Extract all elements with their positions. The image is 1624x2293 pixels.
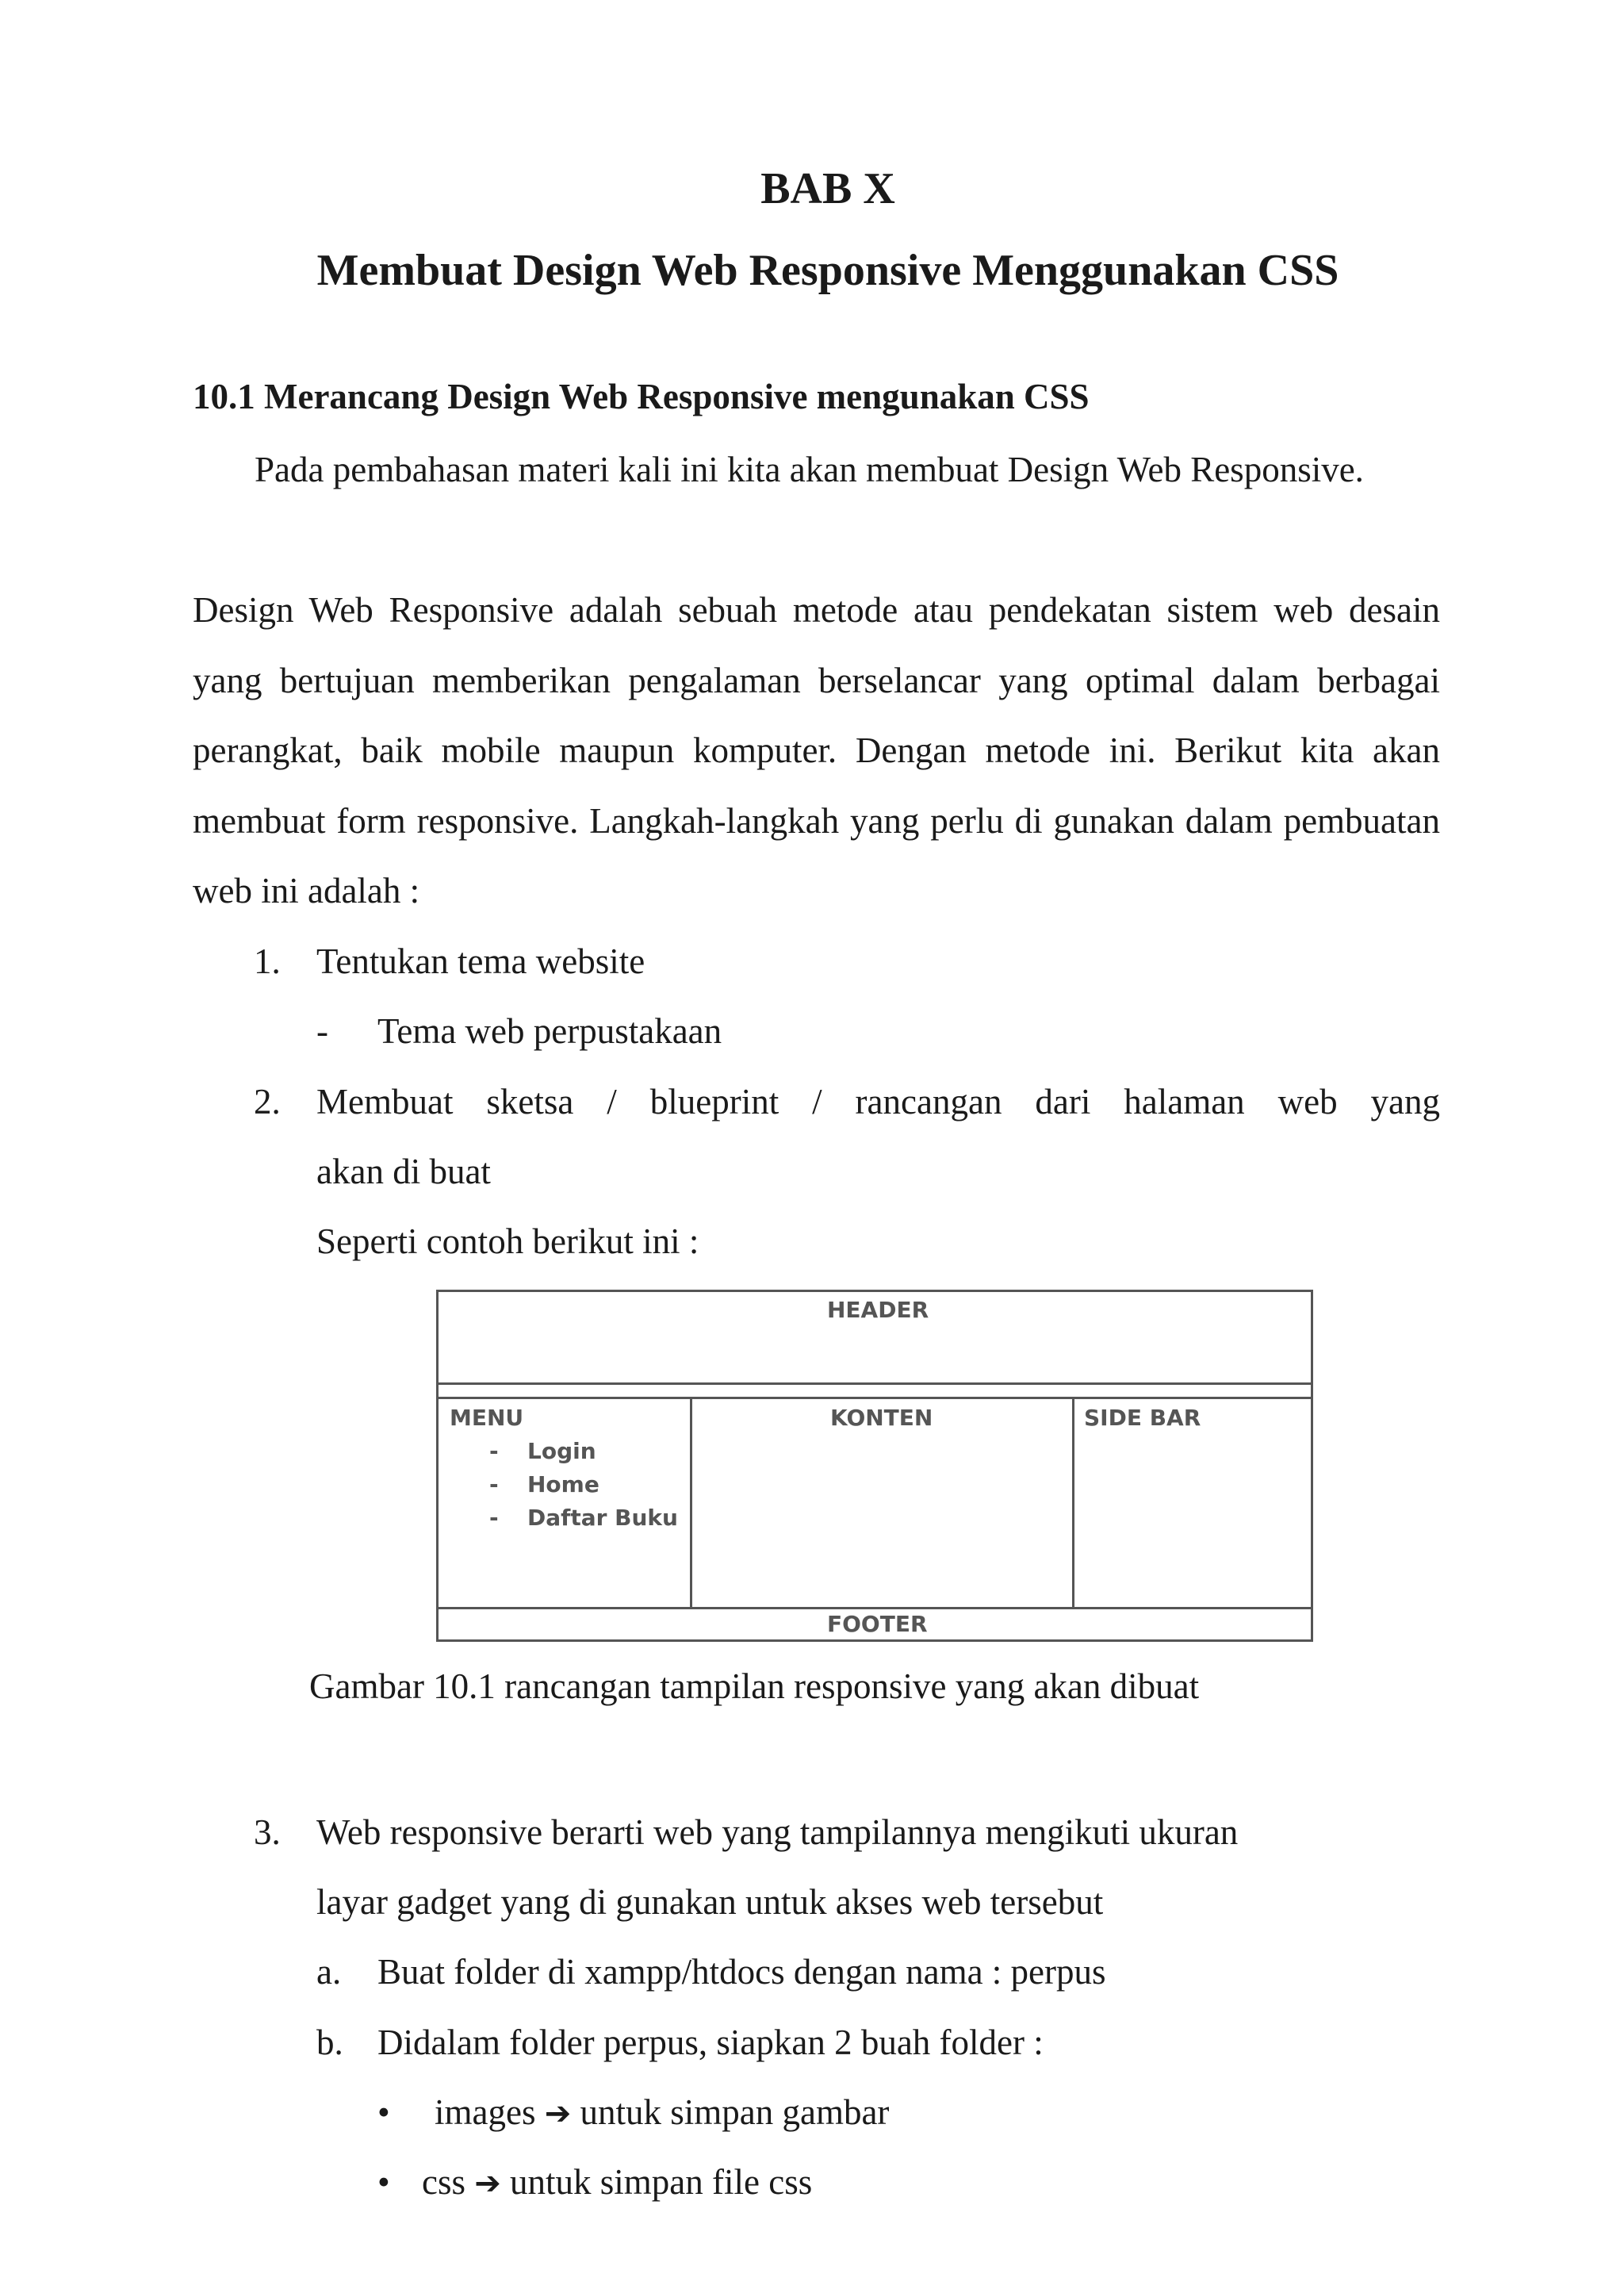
menu-item-home: Home (527, 1471, 599, 1497)
step-1-sub-marker: - (316, 1011, 328, 1051)
bullet-images-line (435, 2088, 889, 2138)
menu-item-daftar-buku: Daftar Buku (527, 1505, 678, 1531)
blueprint-sidebar-label: SIDE BAR (1084, 1405, 1201, 1431)
blueprint-header-label: HEADER (827, 1297, 929, 1323)
step-2-example: Seperti contoh berikut ini : (316, 1221, 699, 1261)
step-2-number: 2. (254, 1082, 281, 1122)
step-3-line-2: layar gadget yang di gunakan untuk akses web tersebut (316, 1882, 1104, 1922)
step-2-line-2: akan di buat (316, 1152, 491, 1191)
blueprint-content-label: KONTEN (830, 1405, 933, 1431)
blueprint-menu-divider (690, 1397, 692, 1607)
bullet-marker: • (377, 2092, 390, 2132)
intro-paragraph: Pada pembahasan materi kali ini kita akan membuat Design Web Responsive. (255, 450, 1364, 489)
blueprint-menu-label: MENU (450, 1405, 524, 1431)
definition-paragraph: Design Web Responsive adalah sebuah metode atau pendekatan sistem web desain yang bertujuan memberikan pengalaman berselancar yang optimal dalam berbagai perangkat, baik mobile maupun komputer. Dengan metode ini. Berikut kita akan membuat form responsive. Langkah-langkah yang perlu di gunakan dalam pembuatan web ini adalah : (193, 590, 1440, 911)
menu-item-dash: - (489, 1471, 499, 1497)
step-3-line-1: Web responsive berarti web yang tampilannya mengikuti ukuran (316, 1812, 1239, 1852)
section-heading: 10.1 Merancang Design Web Responsive mengunakan CSS (193, 377, 1090, 416)
bullet-css-line (422, 2158, 812, 2207)
right-arrow-icon: ➔ (474, 2165, 501, 2202)
bullet-marker: • (377, 2162, 390, 2202)
folder-css-desc: untuk simpan file css (510, 2162, 813, 2202)
step-1-sub-text: Tema web perpustakaan (377, 1011, 722, 1051)
layout-blueprint-figure (436, 1290, 1313, 1642)
blueprint-sidebar-divider (1072, 1397, 1074, 1607)
menu-item-dash: - (489, 1438, 499, 1464)
menu-item-login: Login (527, 1438, 596, 1464)
folder-css-name: css (422, 2162, 465, 2202)
right-arrow-icon: ➔ (544, 2096, 572, 2132)
folder-images-name: images (435, 2092, 536, 2132)
substep-a-text: Buat folder di xampp/htdocs dengan nama : perpus (377, 1952, 1106, 1992)
blueprint-header-divider-1 (439, 1382, 1311, 1385)
blueprint-footer-divider (439, 1607, 1311, 1609)
step-1-text: Tentukan tema website (316, 941, 645, 981)
menu-item-dash: - (489, 1505, 499, 1531)
step-3-number: 3. (254, 1812, 281, 1852)
chapter-title: Membuat Design Web Responsive Menggunakan CSS (316, 246, 1339, 295)
substep-b-marker: b. (316, 2023, 343, 2062)
blueprint-footer-label: FOOTER (827, 1611, 928, 1637)
chapter-number: BAB X (760, 164, 895, 213)
step-2-line-1: Membuat sketsa / blueprint / rancangan dari halaman web yang (316, 1082, 1440, 1122)
blueprint-header-divider-2 (439, 1397, 1311, 1399)
step-1-number: 1. (254, 941, 281, 981)
substep-a-marker: a. (316, 1952, 342, 1992)
folder-images-desc: untuk simpan gambar (580, 2092, 890, 2132)
figure-caption: Gambar 10.1 rancangan tampilan responsive yang akan dibuat (309, 1666, 1200, 1706)
substep-b-text: Didalam folder perpus, siapkan 2 buah folder : (377, 2023, 1044, 2062)
